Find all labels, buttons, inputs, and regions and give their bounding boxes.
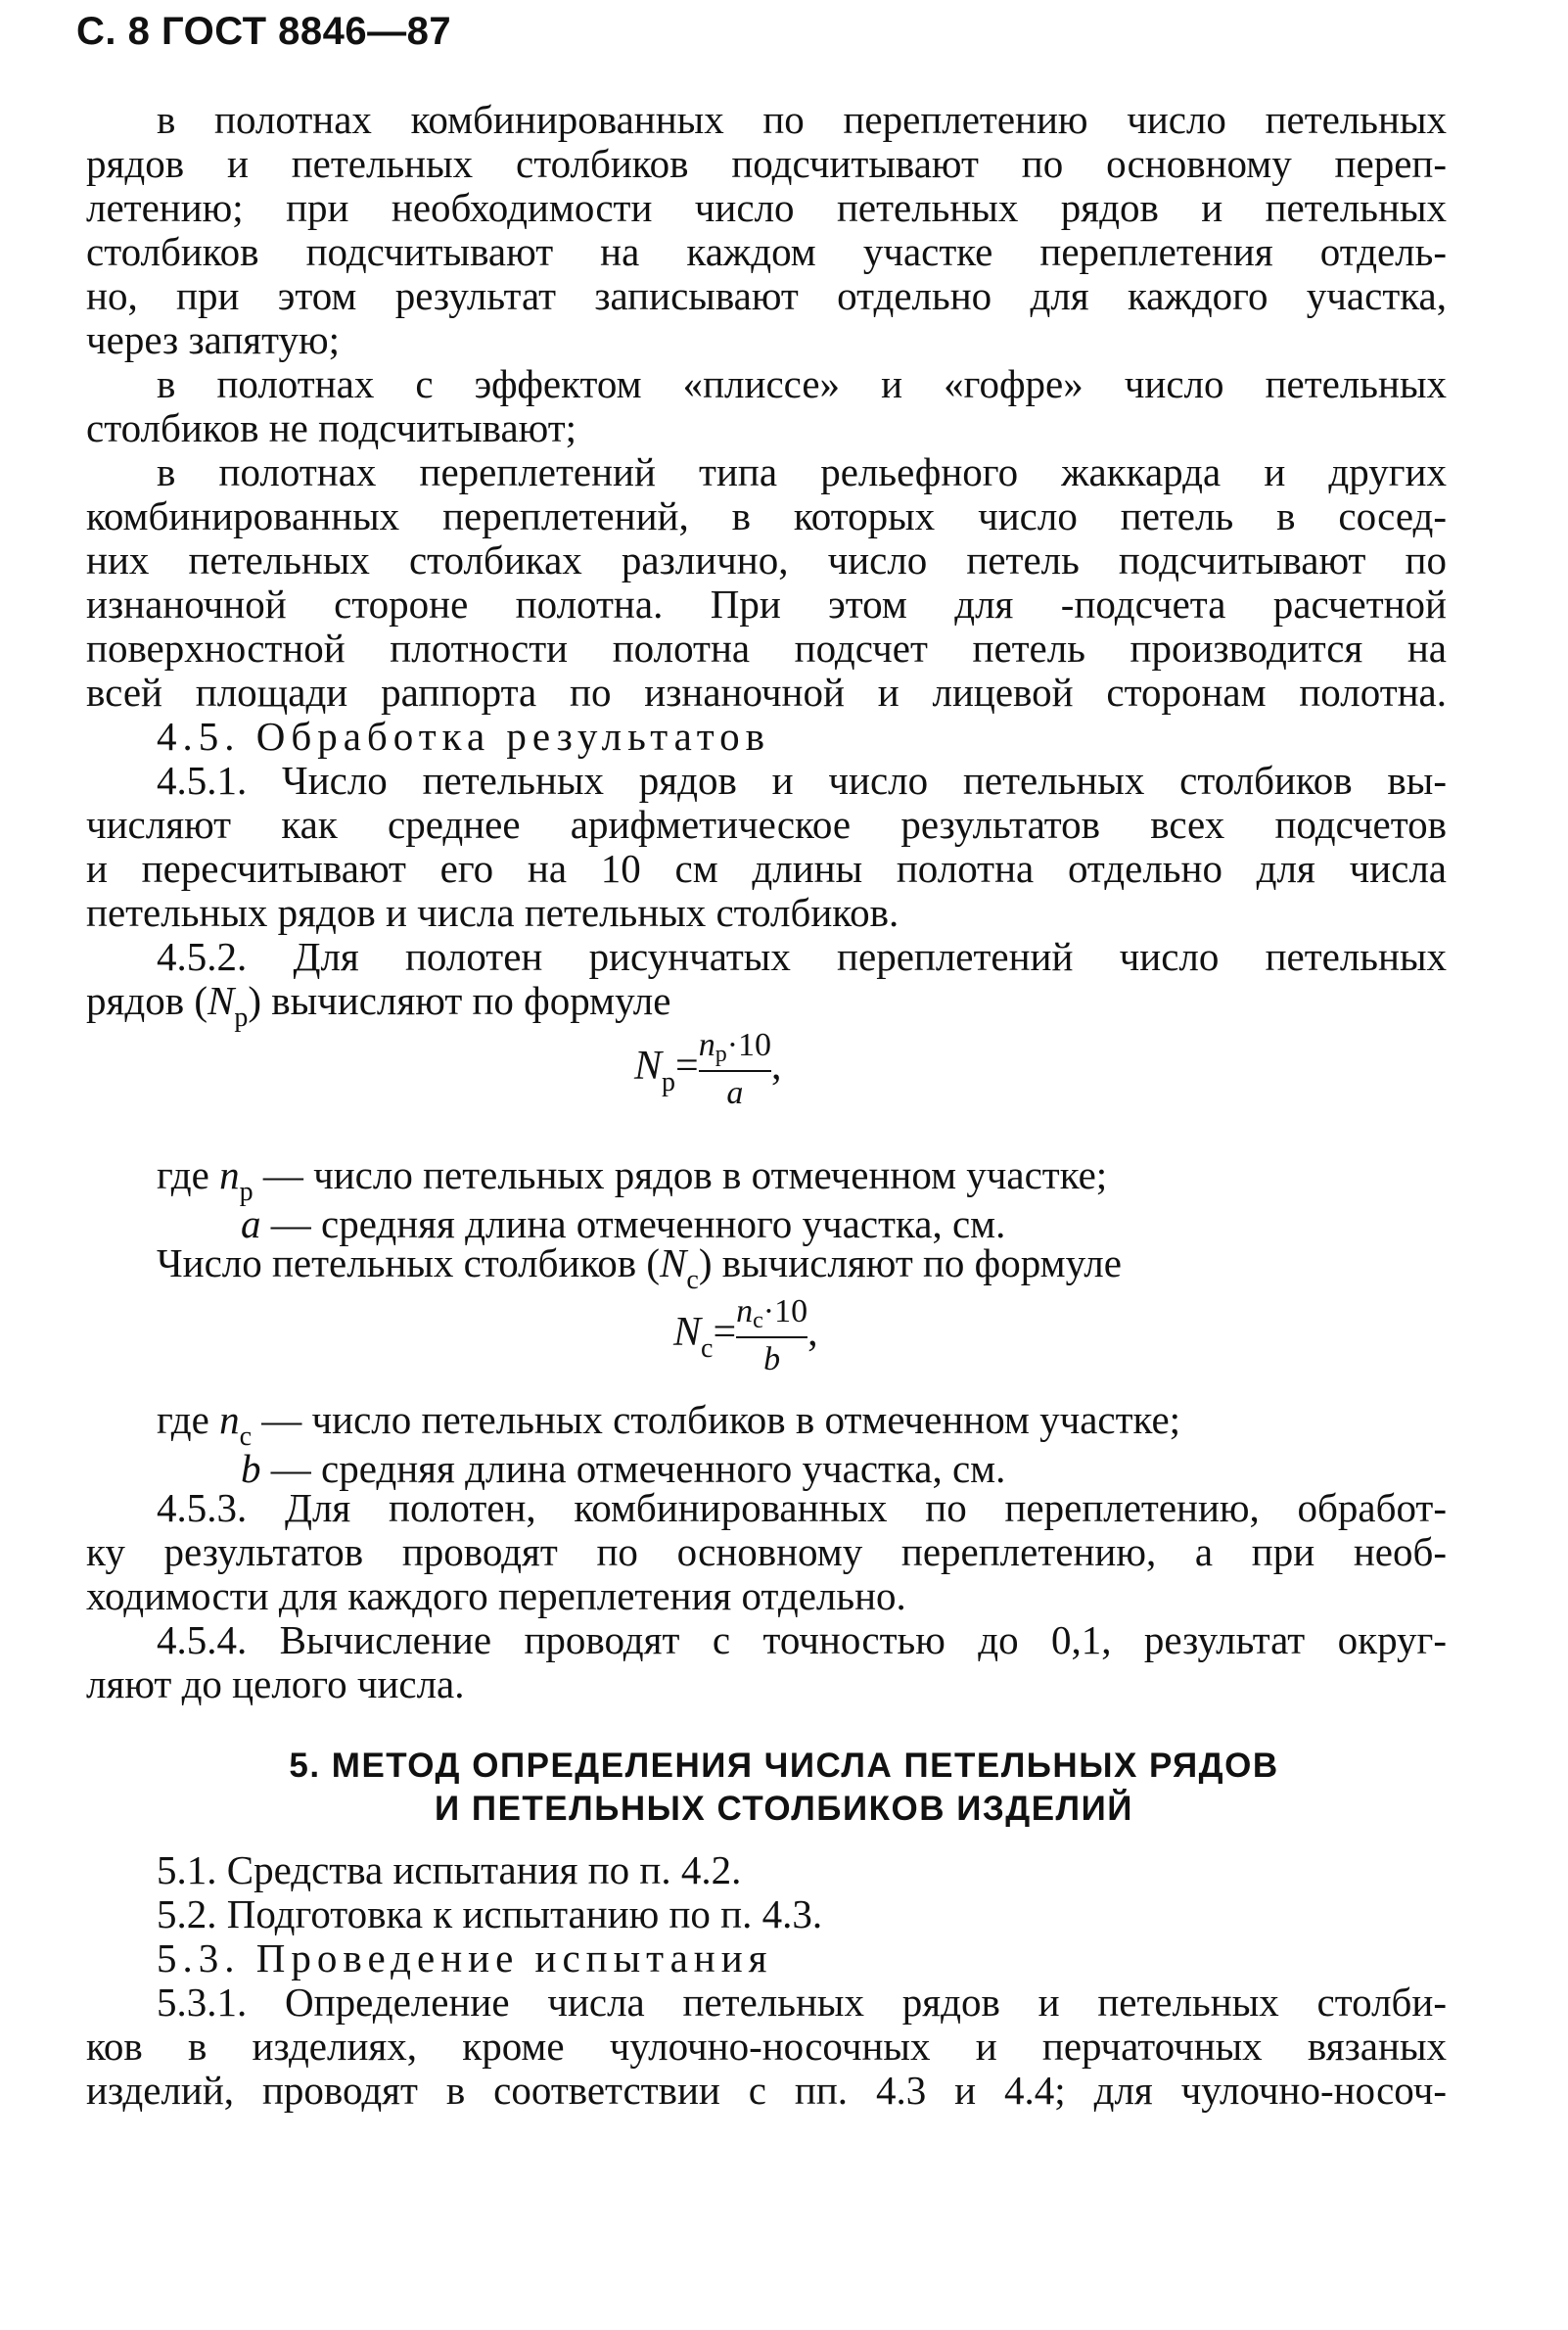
formula-nc-legend — [86, 1398, 1447, 1491]
text-line: ляют до целого числа. — [86, 1661, 465, 1706]
text-line: в полотнах с эффектом «плиссе» и «гофре» число петельных — [157, 361, 1447, 406]
text-line: через запятую; — [86, 317, 341, 362]
text-fragment: Число петельных столбиков ( — [157, 1240, 661, 1285]
equals-sign: = — [675, 1044, 699, 1090]
heading-line: И ПЕТЕЛЬНЫХ СТОЛБИКОВ ИЗДЕЛИЙ — [435, 1790, 1133, 1828]
denominator: a — [726, 1075, 744, 1111]
section-4-5-title-block — [86, 715, 1447, 759]
symbol-b: b — [241, 1446, 261, 1491]
section-5-3-title: 5.3. Проведение испытания — [157, 1935, 773, 1980]
paragraph-4-5-1 — [86, 759, 1447, 935]
subscript: с — [686, 1265, 699, 1295]
numerator-rest: ·10 — [726, 1027, 772, 1063]
symbol-n: n — [219, 1397, 240, 1442]
text-line: 4.5.2. Для полотен рисунчатых переплетений число петельных — [157, 934, 1447, 979]
numerator-subscript: р — [715, 1042, 727, 1067]
formula-comma: , — [807, 1310, 818, 1356]
legend-line — [86, 1397, 1447, 1452]
text-fragment: где — [157, 1152, 220, 1197]
symbol-N: N — [660, 1240, 687, 1285]
numerator-rest: ·10 — [762, 1293, 808, 1329]
denominator: b — [763, 1341, 781, 1377]
text-line — [86, 978, 1447, 1033]
text-line: ходимости для каждого переплетения отдельно. — [86, 1573, 906, 1618]
paragraph-combined-weaves — [86, 98, 1447, 362]
formula-lhs-subscript: с — [701, 1333, 714, 1365]
formula-lhs: N — [634, 1044, 663, 1090]
text-line: летению; при необходимости число петельных рядов и петельных — [86, 185, 1447, 230]
text-line: в полотнах переплетений типа рельефного жаккарда и других — [157, 449, 1447, 494]
fraction-bar — [699, 1070, 771, 1072]
subscript: р — [234, 1002, 249, 1033]
symbol-n: n — [219, 1152, 240, 1197]
text-line: 4.5.1. Число петельных рядов и число петельных столбиков вы- — [157, 758, 1447, 803]
formula-lhs-subscript: р — [662, 1067, 676, 1098]
text-fragment: — средняя длина отмеченного участка, см. — [260, 1446, 1006, 1491]
legend-line — [86, 1152, 1447, 1207]
formula-np-legend — [86, 1153, 1447, 1246]
text-line: 4.5.3. Для полотен, комбинированных по переплетению, обработ- — [157, 1485, 1447, 1530]
text-line: петельных рядов и числа петельных столбиков. — [86, 890, 899, 935]
paragraph-4-5-3 — [86, 1486, 1447, 1618]
numerator-symbol: n — [736, 1293, 754, 1329]
formula-np — [634, 1026, 782, 1113]
text-fragment: рядов ( — [86, 978, 208, 1023]
text-line: числяют как среднее арифметическое результатов всех подсчетов — [86, 802, 1447, 847]
equals-sign: = — [713, 1310, 737, 1356]
numerator-symbol: n — [698, 1027, 715, 1063]
text-line: 5.3.1. Определение числа петельных рядов и петельных столби- — [157, 1980, 1447, 2025]
text-line: в полотнах комбинированных по переплетению число петельных — [157, 97, 1447, 142]
text-line: столбиков не подсчитывают; — [86, 405, 577, 450]
subscript: с — [239, 1421, 253, 1452]
text-fragment: где — [157, 1397, 220, 1442]
paragraph-5-3-1 — [86, 1980, 1447, 2113]
text-line: ков в изделиях, кроме чулочно-носочных и перчаточных вязаных — [86, 2024, 1447, 2069]
text-fragment: — число петельных столбиков в отмеченном участке; — [252, 1397, 1181, 1442]
text-line: изделий, проводят в соответствии с пп. 4.3 и 4.4; для чулочно-носоч- — [86, 2068, 1447, 2113]
text-line — [86, 1240, 1447, 1295]
text-line: них петельных столбиках различно, число петель подсчитывают по — [86, 537, 1447, 582]
paragraph-relief-jacquard — [86, 450, 1447, 715]
text-fragment: ) вычисляют по формуле — [698, 1240, 1122, 1285]
text-line: но, при этом результат записывают отдельно для каждого участка, — [86, 273, 1447, 318]
fraction-bar — [736, 1336, 807, 1338]
fraction — [736, 1292, 807, 1379]
running-header: С. 8 ГОСТ 8846—87 — [76, 10, 452, 53]
text-line: 4.5.4. Вычисление проводят с точностью до 0,1, результат округ- — [157, 1617, 1447, 1662]
paragraph-4-5-4 — [86, 1618, 1447, 1706]
text-line: ку результатов проводят по основному переплетению, а при необ- — [86, 1529, 1447, 1574]
text-line: рядов и петельных столбиков подсчитывают по основному переп- — [86, 141, 1447, 186]
text-fragment: — число петельных рядов в отмеченном участке; — [253, 1152, 1108, 1197]
formula-nc — [673, 1292, 818, 1379]
numerator — [699, 1026, 771, 1068]
paragraph-nc-intro — [86, 1240, 1447, 1295]
text-line: поверхностной плотности полотна подсчет петель производится на — [86, 626, 1447, 671]
paragraph-4-5-2 — [86, 934, 1447, 1033]
text-line: и пересчитывают его на 10 см длины полотна отдельно для числа — [86, 846, 1447, 891]
subscript: р — [239, 1177, 254, 1207]
fraction — [699, 1026, 771, 1113]
numerator — [736, 1292, 807, 1334]
paragraphs-5-1-to-5-3 — [86, 1848, 1447, 1980]
formula-lhs: N — [673, 1310, 702, 1356]
section-5-heading — [0, 1745, 1568, 1831]
text-line: комбинированных переплетений, в которых число петель в сосед- — [86, 493, 1447, 538]
paragraph-plisse-gofre — [86, 362, 1447, 450]
text-line: столбиков подсчитывают на каждом участке переплетения отдель- — [86, 229, 1447, 274]
text-line: изнаночной стороне полотна. При этом для ‑подсчета расчетной — [86, 582, 1447, 627]
text-line: всей площади раппорта по изнаночной и лицевой сторонам полотна. — [86, 670, 1447, 715]
section-4-5-title: 4.5. Обработка результатов — [157, 714, 771, 759]
text-fragment: — средняя длина отмеченного участка, см. — [260, 1201, 1006, 1246]
text-fragment: ) вычисляют по формуле — [248, 978, 671, 1023]
text-line: 5.2. Подготовка к испытанию по п. 4.3. — [157, 1891, 823, 1936]
formula-comma: , — [771, 1044, 782, 1090]
heading-line: 5. МЕТОД ОПРЕДЕЛЕНИЯ ЧИСЛА ПЕТЕЛЬНЫХ РЯДОВ — [289, 1747, 1279, 1785]
symbol-a: a — [241, 1201, 261, 1246]
text-line: 5.1. Средства испытания по п. 4.2. — [157, 1847, 742, 1892]
symbol-N: N — [207, 978, 235, 1023]
numerator-subscript: с — [753, 1308, 763, 1333]
